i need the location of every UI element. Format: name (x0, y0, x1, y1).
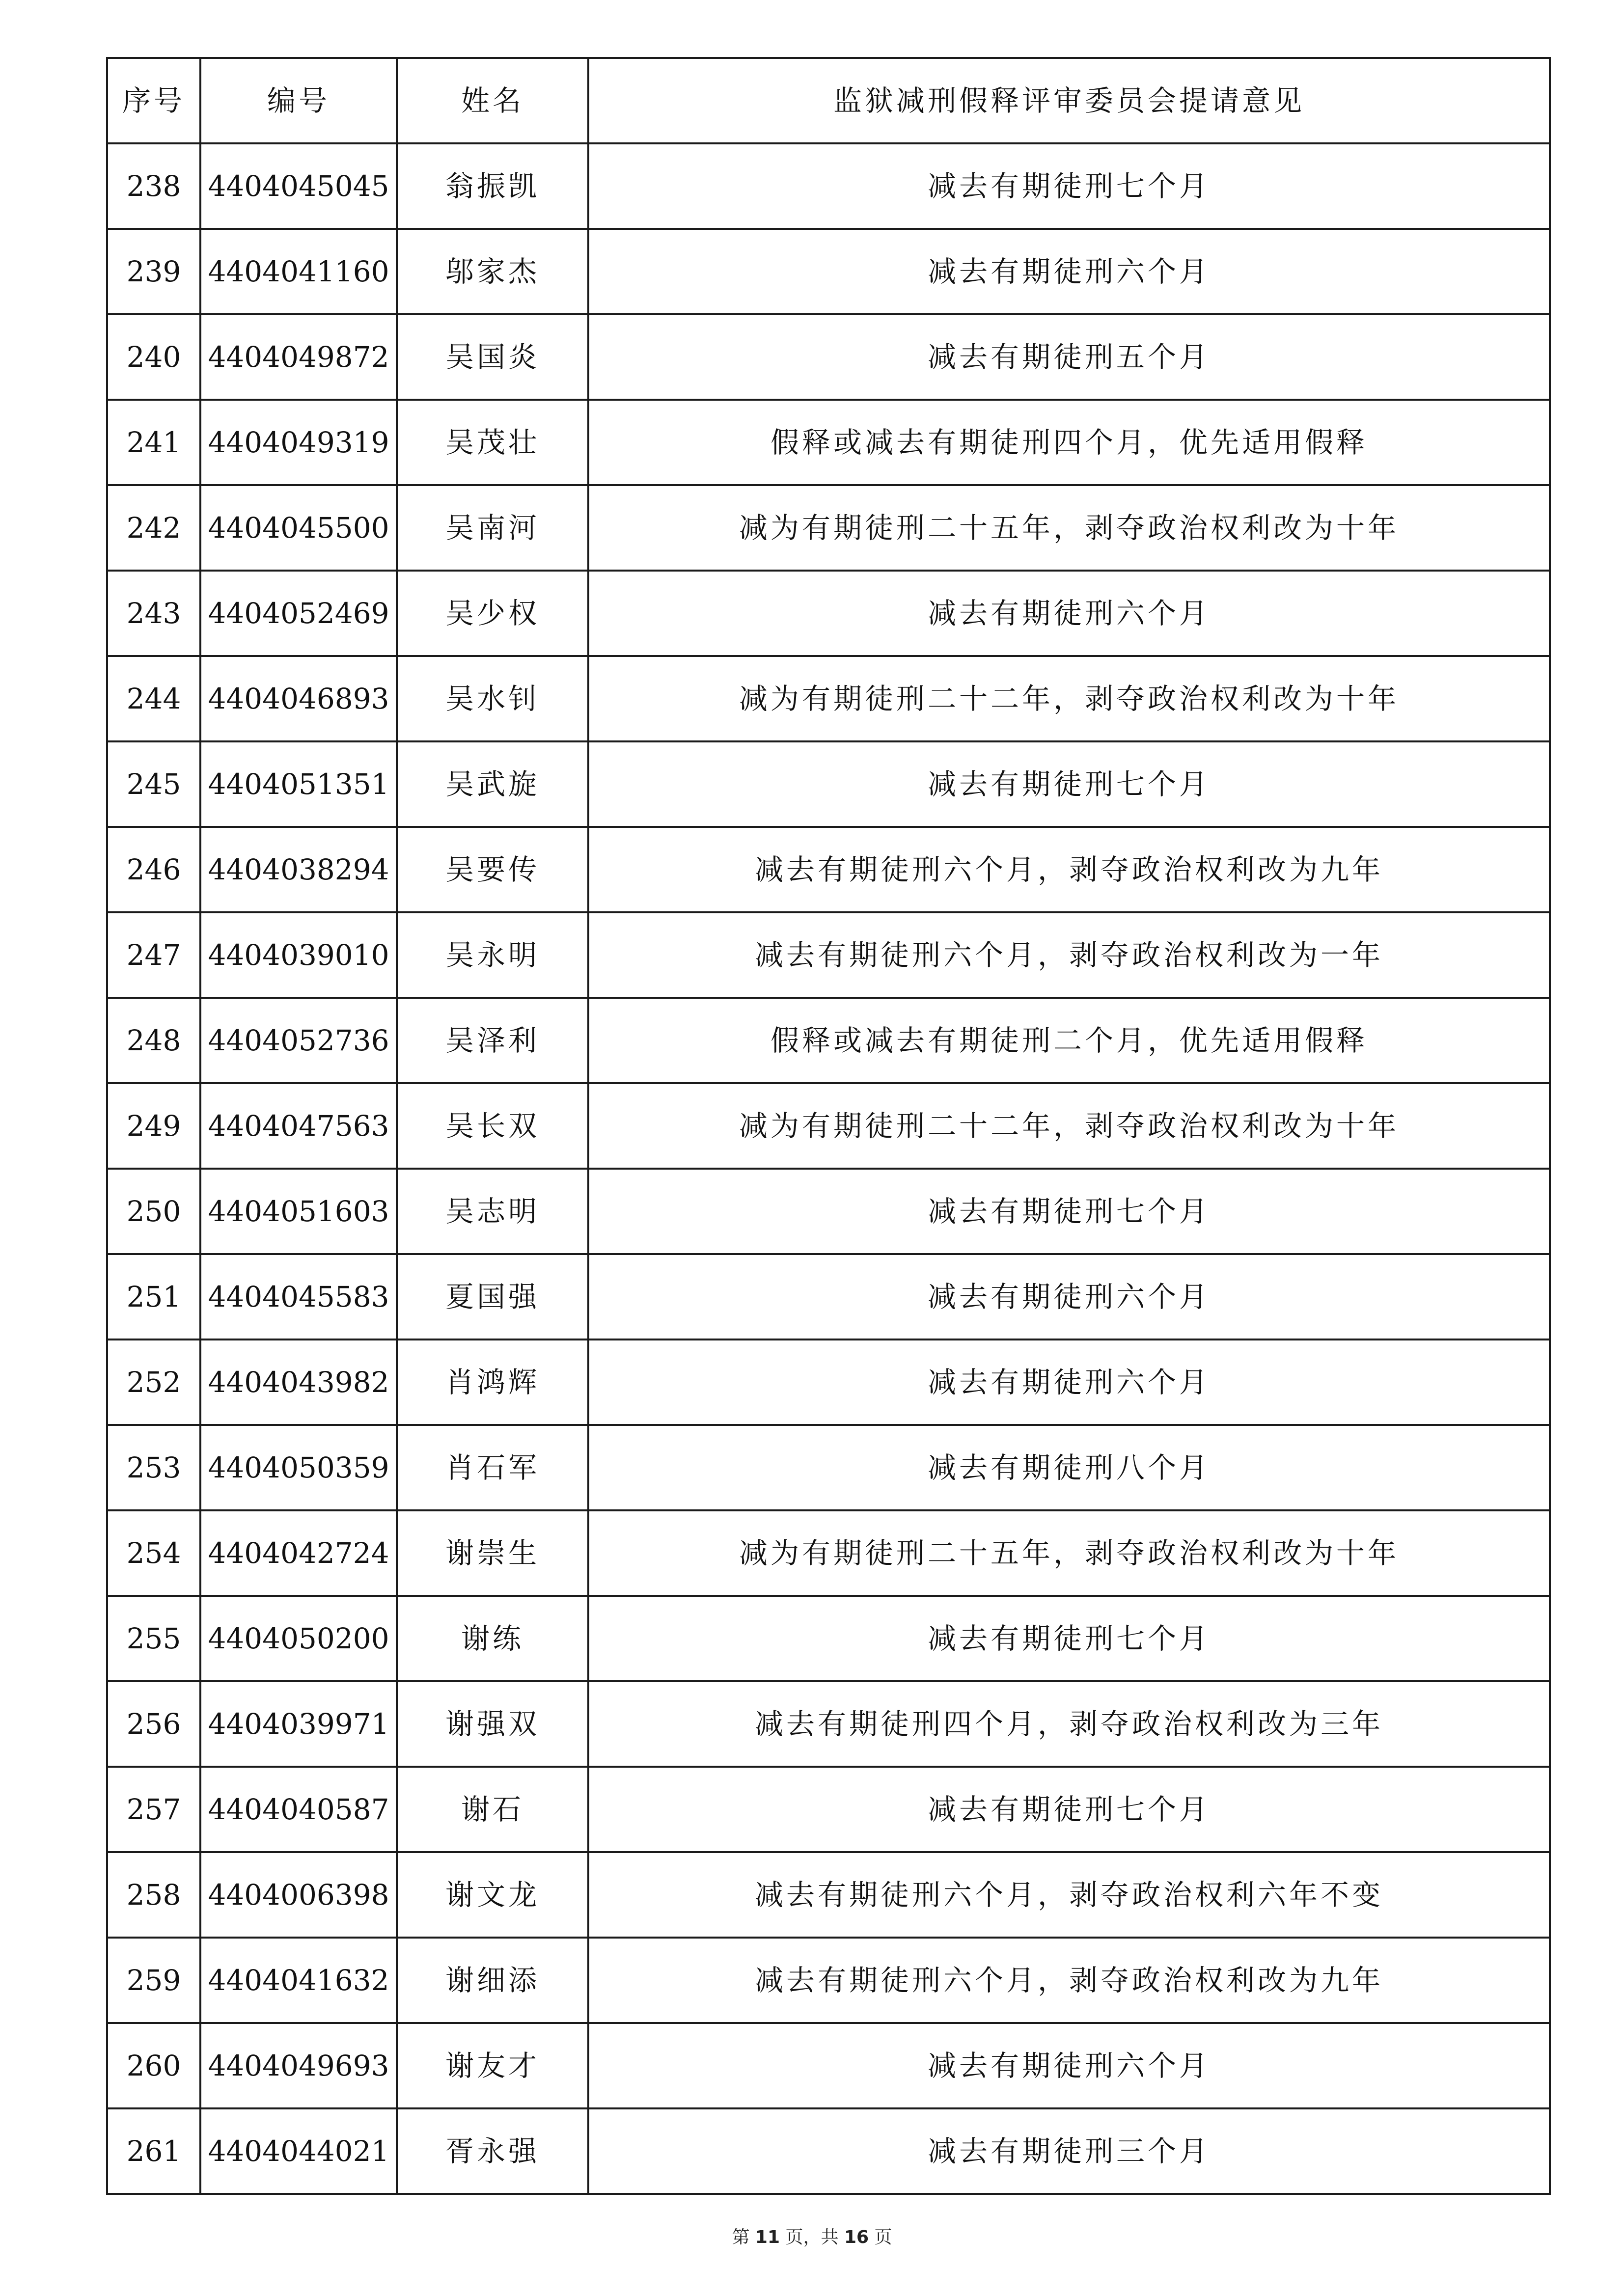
cell-seq: 257 (107, 1767, 200, 1852)
cell-seq: 245 (107, 741, 200, 827)
cell-opinion: 减去有期徒刑六个月 (588, 229, 1550, 314)
cell-seq: 238 (107, 143, 200, 229)
cell-name: 吴永明 (397, 912, 588, 998)
table-row (107, 2108, 1550, 2194)
cell-opinion: 减去有期徒刑六个月 (588, 2023, 1550, 2108)
cell-id: 4404049693 (200, 2023, 397, 2108)
footer-middle: 页，共 (785, 2227, 839, 2247)
table-row (107, 1938, 1550, 2023)
cell-name: 吴少权 (397, 571, 588, 656)
footer-page-total: 16 (844, 2227, 869, 2247)
cell-seq: 261 (107, 2108, 200, 2194)
cell-seq: 260 (107, 2023, 200, 2108)
cell-seq: 249 (107, 1083, 200, 1169)
table-row (107, 571, 1550, 656)
cell-id: 4404045583 (200, 1254, 397, 1339)
cell-name: 肖石军 (397, 1425, 588, 1510)
cell-seq: 252 (107, 1339, 200, 1425)
cell-name: 夏国强 (397, 1254, 588, 1339)
cell-opinion: 假释或减去有期徒刑二个月，优先适用假释 (588, 998, 1550, 1083)
cell-opinion: 减去有期徒刑七个月 (588, 741, 1550, 827)
cell-name: 吴武旋 (397, 741, 588, 827)
cell-id: 4404041160 (200, 229, 397, 314)
table-row (107, 1425, 1550, 1510)
cell-opinion: 减去有期徒刑七个月 (588, 1596, 1550, 1681)
cell-id: 4404045500 (200, 485, 397, 571)
cell-id: 4404043982 (200, 1339, 397, 1425)
header-id: 编号 (200, 58, 397, 143)
cell-opinion: 减去有期徒刑六个月 (588, 1254, 1550, 1339)
commutation-table (106, 57, 1551, 2195)
cell-id: 4404039971 (200, 1681, 397, 1767)
cell-id: 4404050359 (200, 1425, 397, 1510)
cell-name: 谢强双 (397, 1681, 588, 1767)
cell-id: 4404045045 (200, 143, 397, 229)
cell-name: 吴茂壮 (397, 400, 588, 485)
cell-opinion: 减去有期徒刑六个月 (588, 1339, 1550, 1425)
cell-opinion: 减为有期徒刑二十二年，剥夺政治权利改为十年 (588, 656, 1550, 741)
cell-opinion: 减去有期徒刑五个月 (588, 314, 1550, 400)
cell-opinion: 减去有期徒刑七个月 (588, 143, 1550, 229)
cell-seq: 243 (107, 571, 200, 656)
table-body (107, 143, 1550, 2194)
cell-opinion: 减去有期徒刑七个月 (588, 1767, 1550, 1852)
cell-id: 4404038294 (200, 827, 397, 912)
cell-name: 谢石 (397, 1767, 588, 1852)
cell-seq: 240 (107, 314, 200, 400)
cell-opinion: 减去有期徒刑四个月，剥夺政治权利改为三年 (588, 1681, 1550, 1767)
cell-id: 4404040587 (200, 1767, 397, 1852)
cell-name: 吴国炎 (397, 314, 588, 400)
table-row (107, 998, 1550, 1083)
cell-seq: 248 (107, 998, 200, 1083)
cell-seq: 258 (107, 1852, 200, 1938)
cell-id: 4404051351 (200, 741, 397, 827)
cell-name: 谢文龙 (397, 1852, 588, 1938)
cell-id: 4404052469 (200, 571, 397, 656)
cell-opinion: 减去有期徒刑八个月 (588, 1425, 1550, 1510)
table-row (107, 1510, 1550, 1596)
header-row (107, 58, 1550, 143)
cell-opinion: 减去有期徒刑六个月，剥夺政治权利改为一年 (588, 912, 1550, 998)
table-row (107, 656, 1550, 741)
cell-seq: 254 (107, 1510, 200, 1596)
table-row (107, 1254, 1550, 1339)
cell-id: 4404042724 (200, 1510, 397, 1596)
cell-seq: 255 (107, 1596, 200, 1681)
table-row (107, 2023, 1550, 2108)
cell-seq: 253 (107, 1425, 200, 1510)
table-row (107, 912, 1550, 998)
cell-id: 4404051603 (200, 1169, 397, 1254)
cell-opinion: 减去有期徒刑六个月，剥夺政治权利改为九年 (588, 827, 1550, 912)
table-row (107, 314, 1550, 400)
cell-opinion: 减去有期徒刑六个月，剥夺政治权利改为九年 (588, 1938, 1550, 2023)
cell-seq: 250 (107, 1169, 200, 1254)
table-header (107, 58, 1550, 143)
table-row (107, 1767, 1550, 1852)
cell-seq: 259 (107, 1938, 200, 2023)
cell-id: 4404052736 (200, 998, 397, 1083)
cell-name: 吴志明 (397, 1169, 588, 1254)
header-name: 姓名 (397, 58, 588, 143)
cell-seq: 247 (107, 912, 200, 998)
cell-opinion: 减去有期徒刑六个月，剥夺政治权利六年不变 (588, 1852, 1550, 1938)
cell-id: 4404041632 (200, 1938, 397, 2023)
cell-name: 吴南河 (397, 485, 588, 571)
table-row (107, 1596, 1550, 1681)
footer-suffix: 页 (874, 2227, 892, 2247)
table-row (107, 827, 1550, 912)
cell-seq: 241 (107, 400, 200, 485)
table-row (107, 400, 1550, 485)
cell-opinion: 减为有期徒刑二十二年，剥夺政治权利改为十年 (588, 1083, 1550, 1169)
cell-seq: 239 (107, 229, 200, 314)
cell-seq: 246 (107, 827, 200, 912)
cell-name: 胥永强 (397, 2108, 588, 2194)
table-row (107, 229, 1550, 314)
cell-id: 4404049872 (200, 314, 397, 400)
cell-id: 4404049319 (200, 400, 397, 485)
table-row (107, 1169, 1550, 1254)
footer-prefix: 第 (732, 2227, 750, 2247)
cell-seq: 242 (107, 485, 200, 571)
cell-name: 肖鸿辉 (397, 1339, 588, 1425)
cell-id: 4404006398 (200, 1852, 397, 1938)
cell-id: 4404044021 (200, 2108, 397, 2194)
table-row (107, 1339, 1550, 1425)
cell-name: 吴长双 (397, 1083, 588, 1169)
cell-seq: 251 (107, 1254, 200, 1339)
table-row (107, 143, 1550, 229)
table-row (107, 1681, 1550, 1767)
cell-seq: 244 (107, 656, 200, 741)
table-row (107, 1852, 1550, 1938)
cell-opinion: 减为有期徒刑二十五年，剥夺政治权利改为十年 (588, 1510, 1550, 1596)
cell-id: 4404050200 (200, 1596, 397, 1681)
footer-page-number: 11 (755, 2227, 780, 2247)
cell-name: 谢练 (397, 1596, 588, 1681)
cell-name: 吴要传 (397, 827, 588, 912)
header-seq: 序号 (107, 58, 200, 143)
cell-seq: 256 (107, 1681, 200, 1767)
cell-opinion: 减去有期徒刑六个月 (588, 571, 1550, 656)
table-row (107, 741, 1550, 827)
table-row (107, 485, 1550, 571)
header-opinion: 监狱减刑假释评审委员会提请意见 (588, 58, 1550, 143)
cell-name: 谢崇生 (397, 1510, 588, 1596)
cell-name: 谢细添 (397, 1938, 588, 2023)
cell-opinion: 减为有期徒刑二十五年，剥夺政治权利改为十年 (588, 485, 1550, 571)
cell-name: 吴泽利 (397, 998, 588, 1083)
cell-name: 吴水钊 (397, 656, 588, 741)
table-row (107, 1083, 1550, 1169)
cell-opinion: 减去有期徒刑三个月 (588, 2108, 1550, 2194)
cell-name: 谢友才 (397, 2023, 588, 2108)
cell-name: 邬家杰 (397, 229, 588, 314)
cell-id: 4404047563 (200, 1083, 397, 1169)
cell-id: 4404046893 (200, 656, 397, 741)
cell-opinion: 减去有期徒刑七个月 (588, 1169, 1550, 1254)
cell-opinion: 假释或减去有期徒刑四个月，优先适用假释 (588, 400, 1550, 485)
cell-id: 4404039010 (200, 912, 397, 998)
cell-name: 翁振凯 (397, 143, 588, 229)
page-footer (0, 2223, 1624, 2248)
